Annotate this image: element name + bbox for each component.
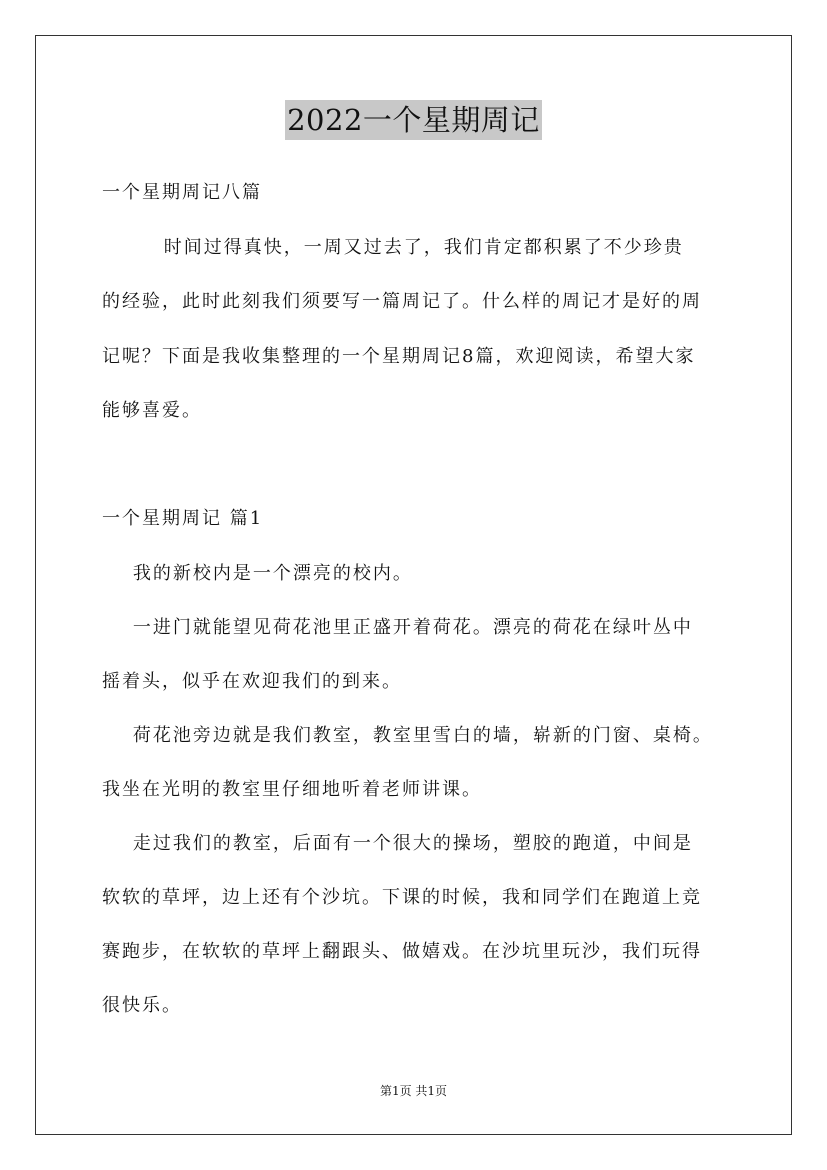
- paragraph-line: 走过我们的教室，后面有一个很大的操场，塑胶的跑道，中间是: [102, 833, 693, 854]
- intro-line-2: 的经验，此时此刻我们须要写一篇周记了。什么样的周记才是好的周: [102, 291, 702, 312]
- article-heading: 一个星期周记 篇1: [102, 508, 264, 529]
- paragraph-line: 软软的草坪，边上还有个沙坑。下课的时候，我和同学们在跑道上竞: [102, 887, 702, 908]
- paragraph-line: 摇着头，似乎在欢迎我们的到来。: [102, 671, 402, 692]
- section-heading: 一个星期周记八篇: [102, 182, 262, 203]
- paragraph-line: 赛跑步，在软软的草坪上翻跟头、做嬉戏。在沙坑里玩沙，我们玩得: [102, 941, 702, 962]
- paragraph-line: 我坐在光明的教室里仔细地听着老师讲课。: [102, 779, 482, 800]
- intro-line-4: 能够喜爱。: [102, 400, 202, 421]
- intro-line-1: 时间过得真快，一周又过去了，我们肯定都积累了不少珍贵: [102, 237, 684, 258]
- document-title: 2022一个星期周记: [285, 100, 542, 140]
- title-container: [0, 100, 827, 140]
- intro-line-3: 记呢？下面是我收集整理的一个星期周记8篇，欢迎阅读，希望大家: [102, 346, 696, 367]
- paragraph-line: 一进门就能望见荷花池里正盛开着荷花。漂亮的荷花在绿叶丛中: [102, 617, 693, 638]
- paragraph-line: 荷花池旁边就是我们教室，教室里雪白的墙，崭新的门窗、桌椅。: [102, 725, 713, 746]
- page-footer: 第1页 共1页: [379, 1084, 448, 1098]
- paragraph-line: 我的新校内是一个漂亮的校内。: [102, 563, 413, 584]
- paragraph-line: 很快乐。: [102, 995, 182, 1016]
